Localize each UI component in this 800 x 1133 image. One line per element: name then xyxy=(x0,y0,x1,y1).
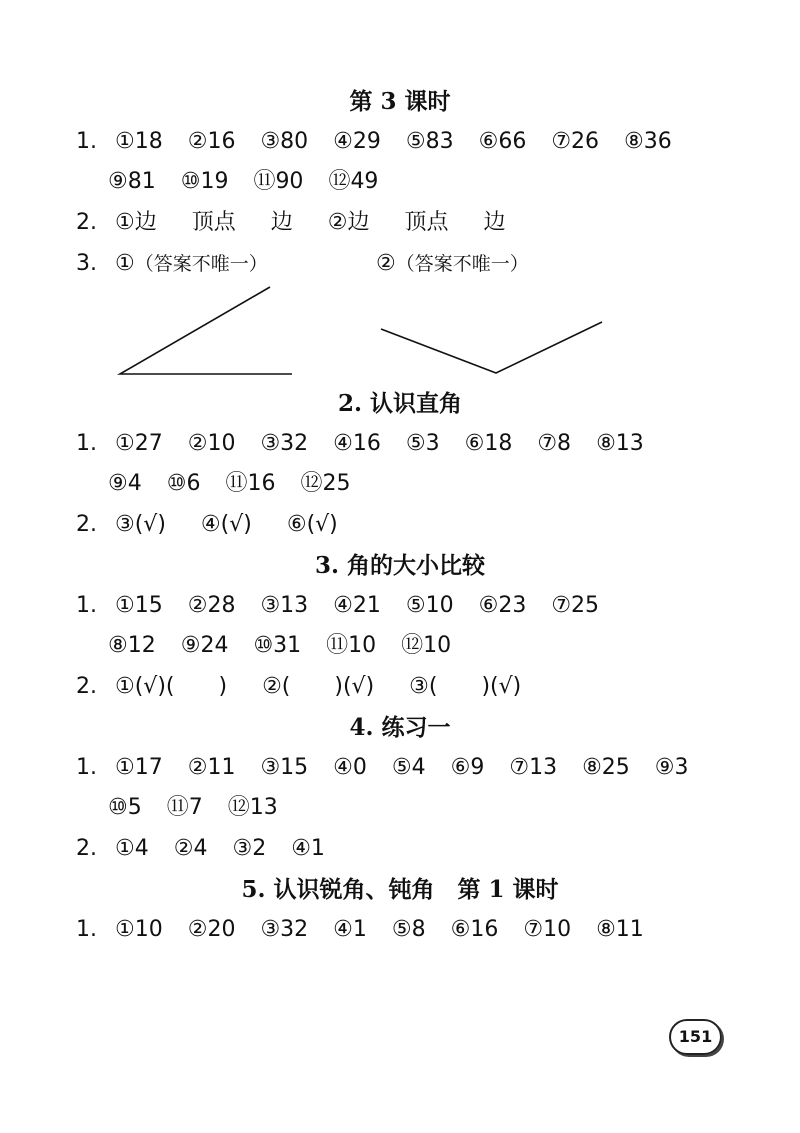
answer-item: ④0 xyxy=(333,755,367,780)
answer-item: ③32 xyxy=(260,431,309,456)
answer-item: ④16 xyxy=(333,431,381,456)
answer-item: ⑥9 xyxy=(450,755,485,780)
answer-item: ⑫10 xyxy=(401,633,452,658)
answer-item: ⑨3 xyxy=(654,755,689,780)
s4-q1-row2 xyxy=(108,793,278,823)
answer-item: ⑥18 xyxy=(464,431,513,456)
answer-item: ②16 xyxy=(187,129,236,154)
page-number: 151 xyxy=(669,1019,722,1055)
answer-item: ②28 xyxy=(187,593,236,618)
heading-acute-obtuse: 5. 认识锐角、钝角 第 1 课时 xyxy=(241,876,559,903)
answer-item: 边 xyxy=(270,210,293,235)
answer-item: ⑤83 xyxy=(405,129,454,154)
s2-q1-number: 1. xyxy=(76,431,97,456)
answer-item: ⑩6 xyxy=(166,471,201,496)
answer-item: ②10 xyxy=(187,431,236,456)
answer-item: ④1 xyxy=(333,917,367,942)
s3-q1-row2 xyxy=(108,631,451,661)
answer-item: ⑪7 xyxy=(166,795,203,820)
answer-item: ⑨4 xyxy=(108,471,142,496)
answer-item: ①18 xyxy=(115,129,163,154)
s4-q1-row1 xyxy=(76,753,689,783)
answer-item: 边 xyxy=(483,210,506,235)
answer-item: ⑥(√) xyxy=(286,512,338,537)
s5-q1-row1 xyxy=(76,915,644,945)
answer-item: ⑨24 xyxy=(180,633,229,658)
answer-item: ④21 xyxy=(333,593,381,618)
answer-item: ②11 xyxy=(187,755,236,780)
s1-q2-number: 2. xyxy=(76,210,97,235)
answer-item: ⑤3 xyxy=(405,431,440,456)
answer-item: ①4 xyxy=(115,836,149,861)
q3-item-2: ② xyxy=(376,251,396,276)
heading-lesson-3: 第 3 课时 xyxy=(349,88,451,115)
answer-item: ⑪16 xyxy=(225,471,276,496)
answer-item: ⑦10 xyxy=(523,917,572,942)
answer-item: ④(√) xyxy=(200,512,252,537)
answer-item: ⑦8 xyxy=(537,431,572,456)
answer-item: ②20 xyxy=(187,917,236,942)
answer-item: ⑦13 xyxy=(509,755,558,780)
answer-item: ⑩31 xyxy=(253,633,302,658)
answer-item: ③80 xyxy=(260,129,309,154)
s4-q2-number: 2. xyxy=(76,836,97,861)
s1-q3-number: 3. xyxy=(76,251,97,276)
s5-q1-number: 1. xyxy=(76,917,97,942)
answer-item: ⑤8 xyxy=(391,917,426,942)
answer-item: ⑥16 xyxy=(450,917,499,942)
s3-q1-row1 xyxy=(76,591,599,621)
q3-note-1: （答案不唯一） xyxy=(134,253,268,275)
answer-item: ③2 xyxy=(232,836,267,861)
answer-item: ②4 xyxy=(173,836,208,861)
answer-item: ①边 xyxy=(115,210,157,235)
answer-item: ⑧25 xyxy=(582,755,630,780)
s3-q2-row xyxy=(76,672,521,702)
answer-item: ⑫25 xyxy=(300,471,351,496)
answer-item: ③15 xyxy=(260,755,309,780)
answer-item: ⑧12 xyxy=(108,633,156,658)
answer-item: ②( )(√) xyxy=(262,674,375,699)
answer-item: ⑨81 xyxy=(108,169,156,194)
answer-item: ①27 xyxy=(115,431,163,456)
q3-note-2: （答案不唯一） xyxy=(395,253,529,275)
answer-item: ②边 xyxy=(327,210,370,235)
s3-q1-number: 1. xyxy=(76,593,97,618)
answer-item: ①15 xyxy=(115,593,163,618)
answer-item: ⑥23 xyxy=(478,593,527,618)
heading-exercise-1: 4. 练习一 xyxy=(349,714,451,741)
s2-q1-row1 xyxy=(76,429,644,459)
s2-q2-number: 2. xyxy=(76,512,97,537)
answer-item: ⑦26 xyxy=(551,129,600,154)
heading-angle-comparison: 3. 角的大小比较 xyxy=(314,552,486,579)
answer-item: ④29 xyxy=(333,129,381,154)
answer-item: ①17 xyxy=(115,755,163,780)
answer-item: ③13 xyxy=(260,593,309,618)
heading-right-angle: 2. 认识直角 xyxy=(337,390,463,417)
obtuse-angle-figure xyxy=(381,322,602,373)
answer-item: 顶点 xyxy=(404,210,449,235)
answer-item: ⑧36 xyxy=(624,129,672,154)
answer-item: ③( )(√) xyxy=(409,674,522,699)
answer-item: ③32 xyxy=(260,917,309,942)
answer-item: ⑤4 xyxy=(391,755,426,780)
s2-q1-row2 xyxy=(108,469,350,499)
s3-q2-number: 2. xyxy=(76,674,97,699)
angle-figures xyxy=(0,0,800,400)
answer-item: ⑪90 xyxy=(253,169,304,194)
answer-item: ⑥66 xyxy=(478,129,527,154)
answer-item: ⑫13 xyxy=(227,795,278,820)
answer-item: ①10 xyxy=(115,917,163,942)
q3-item-1: ① xyxy=(115,251,135,276)
answer-item: ⑧13 xyxy=(596,431,644,456)
answer-item: ③(√) xyxy=(115,512,166,537)
s4-q2-row xyxy=(76,834,325,864)
s4-q1-number: 1. xyxy=(76,755,97,780)
answer-item: ⑩19 xyxy=(180,169,229,194)
answer-item: ④1 xyxy=(291,836,325,861)
answer-item: ①(√)( ) xyxy=(115,674,228,699)
answer-item: ⑫49 xyxy=(328,169,379,194)
answer-item: 顶点 xyxy=(191,210,236,235)
answer-item: ⑤10 xyxy=(405,593,454,618)
s2-q2-row xyxy=(76,510,338,540)
s1-q1-number: 1. xyxy=(76,129,97,154)
answer-item: ⑦25 xyxy=(551,593,600,618)
acute-angle-figure xyxy=(120,287,292,374)
answer-item: ⑪10 xyxy=(326,633,377,658)
answer-item: ⑧11 xyxy=(596,917,644,942)
answer-item: ⑩5 xyxy=(108,795,142,820)
